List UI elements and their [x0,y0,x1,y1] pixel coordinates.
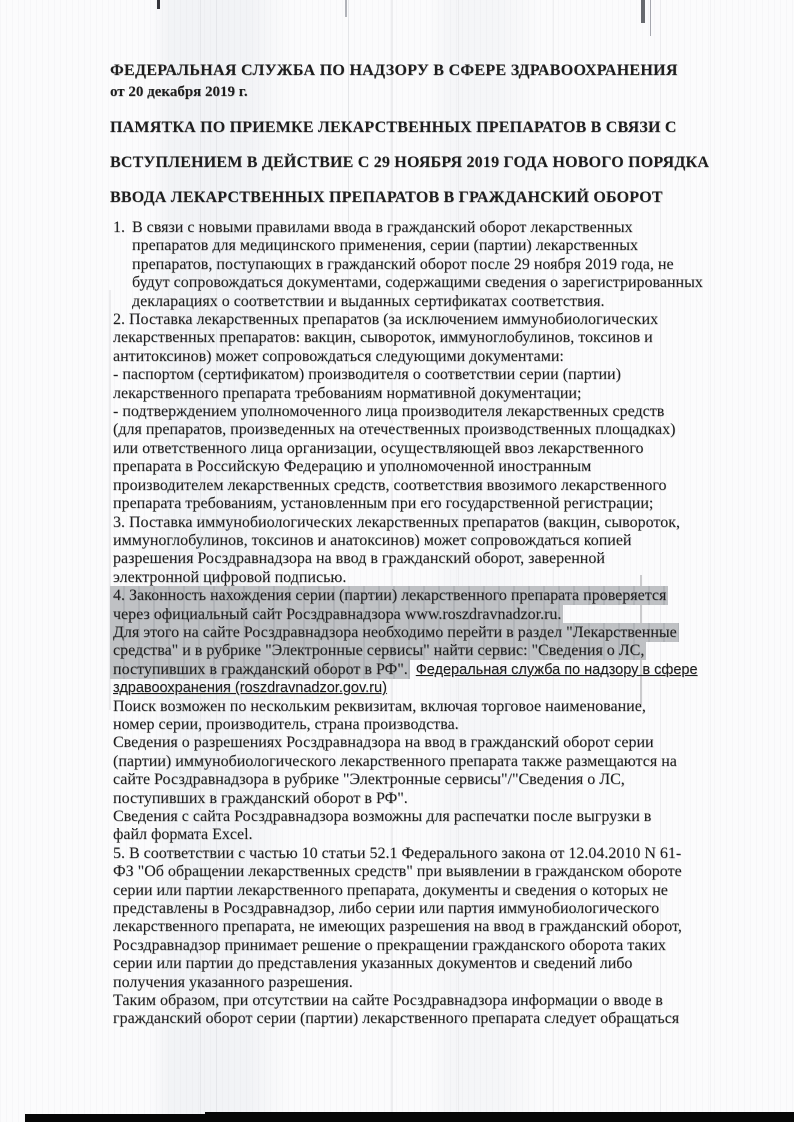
body-line [113,550,783,568]
scan-artifact [641,0,645,23]
body-line [132,293,783,311]
text-run: или ответственного лица организации, осуществляющей ввоз лекарственного [113,439,644,457]
body-line [132,256,783,274]
body-line [113,569,783,587]
body-line [113,716,783,734]
text-run: номер серии, производитель, страна производства. [113,715,459,733]
body-line [113,1010,783,1028]
body-line [113,624,783,642]
text-run: представлены в Росздравнадзор, либо серии или партия иммунобиологического [113,900,660,918]
body-line [113,219,783,237]
doc-title-line-3: ВВОДА ЛЕКАРСТВЕННЫХ ПРЕПАРАТОВ В ГРАЖДАНСКИЙ ОБОРОТ [110,189,663,206]
body-line [113,918,783,936]
text-run: В связи с новыми правилами ввода в гражданский оборот лекарственных [132,219,633,236]
body-line [113,863,783,881]
text-run: Сведения о разрешениях Росздравнадзора на ввод в гражданский оборот серии [113,734,654,752]
body-line [132,237,783,255]
body-line [113,661,783,679]
body-line [113,329,783,347]
text-run: Сведения с сайта Росздравнадзора возможны для распечатки после выгрузки в [113,808,652,825]
body-line [113,532,783,550]
highlighted-text: средства" и в рубрике "Электронные сервисы" найти сервис: "Сведения о ЛС, [110,641,646,660]
doc-date: от 20 декабря 2019 г. [110,84,248,100]
text-run: гражданский оборот серии (партии) лекарственного препарата следует обращаться [113,1010,680,1028]
text-run: лекарственных препаратов: вакцин, сывороток, иммуноглобулинов, токсинов и [113,329,653,347]
text-run: иммуноглобулинов, токсинов и анатоксинов) может сопровождаться копией [113,531,632,549]
text-run: файл формата Excel. [113,826,253,844]
body-line [113,385,783,403]
body-line [113,366,783,384]
list-number: 1. [113,219,125,236]
text-run: производителем лекарственных средств, соответствия ввозимого лекарственного [113,476,667,494]
body-line [113,974,783,992]
body-line [113,477,783,495]
text-run: серии или партии лекарственного препарата, документы и сведения о которых не [113,881,668,899]
text-run: серии или партии до представления указанных документов и сведений либо [113,955,633,973]
text-run: препарата в Российскую Федерацию и уполномоченной иностранным [113,458,592,476]
text-run: лекарственного препарата требованиям нормативной документации; [113,384,582,402]
highlighted-text: поступивших в гражданский оборот в РФ". [110,660,410,679]
text-run: (для препаратов, произведенных на отечественных производственных площадках) [113,421,676,439]
body-line [113,606,783,624]
body-line [113,845,783,863]
highlighted-text: 4. Законность нахождения серии (партии) лекарственного препарата проверяется [110,586,668,605]
text-run: поступивших в гражданский оборот в РФ". [113,789,408,807]
body-line [113,790,783,808]
body-line [113,808,783,826]
org-name: ФЕДЕРАЛЬНАЯ СЛУЖБА ПО НАДЗОРУ В СФЕРЕ ЗДРАВООХРАНЕНИЯ [110,62,678,79]
doc-title-line-1: ПАМЯТКА ПО ПРИЕМКЕ ЛЕКАРСТВЕННЫХ ПРЕПАРАТОВ В СВЯЗИ С [110,119,677,136]
scan-artifact [157,0,160,9]
text-run: лекарственного препарата, не имеющих разрешения на ввод в гражданский оборот, [113,918,682,936]
body-line [113,421,783,439]
body-line [113,826,783,844]
body-line [113,440,783,458]
scan-edge-bar [25,1114,794,1122]
body-line [113,753,783,771]
scan-artifact [345,0,347,17]
text-run: Росздравнадзор принимает решение о прекращении гражданского оборота таких [113,936,666,954]
doc-title-line-2: ВСТУПЛЕНИЕМ В ДЕЙСТВИЕ С 29 НОЯБРЯ 2019 ГОДА НОВОГО ПОРЯДКА [110,154,710,171]
text-run: (партии) иммунобиологического лекарственного препарата также размещаются на [113,752,677,770]
text-run: Поиск возможен по нескольким реквизитам, включая торговое наименование, [113,697,646,715]
body-line [113,698,783,716]
text-run: сайте Росздравнадзора в рубрике "Электронные сервисы"/"Сведения о ЛС, [113,771,625,789]
roszdravnadzor-link[interactable]: Федеральная служба по надзору в сфере [415,661,698,678]
body-line [113,311,783,329]
scan-artifact [650,0,651,36]
text-run: 5. В соответствии с частью 10 статьи 52.1 Федерального закона от 12.04.2010 N 61- [113,844,682,862]
body-line [113,348,783,366]
text-run: будут сопровождаться документами, содержащими сведения о зарегистрированных [132,274,703,292]
body-line [113,514,783,532]
text-run: препарата требованиям, установленным при его государственной регистрации; [113,495,654,513]
body-line [113,679,783,697]
text-run: - подтверждением уполномоченного лица производителя лекарственных средств [113,403,665,421]
body-line [113,458,783,476]
body-line [132,274,783,292]
body-line [113,495,783,513]
document-body [113,219,783,1029]
text-run: Таким образом, при отсутствии на сайте Росздравнадзора информации о вводе в [113,992,663,1010]
body-line [113,403,783,421]
text-run: декларациях о соответствии и выданных сертификатах соответствия. [132,292,605,310]
body-line [113,900,783,918]
body-line [113,587,783,605]
text-run: - паспортом (сертификатом) производителя о соответствии серии (партии) [113,366,621,384]
text-run: разрешения Росздравнадзора на ввод в гражданский оборот, заверенной [113,550,605,568]
body-line [113,642,783,660]
text-run: препаратов, поступающих в гражданский оборот после 29 ноября 2019 года, не [132,255,674,273]
body-line [113,937,783,955]
body-line [113,771,783,789]
text-run: получения указанного разрешения. [113,973,353,991]
roszdravnadzor-link[interactable]: здравоохранения (roszdravnadzor.gov.ru) [113,680,387,697]
highlighted-text: через официальный сайт Росздравнадзора www.roszdravnadzor.ru. [110,605,563,624]
text-run: 3. Поставка иммунобиологических лекарственных препаратов (вакцин, сывороток, [113,513,680,531]
text-run: антитоксинов) может сопровождаться следующими документами: [113,347,564,365]
text-run: электронной цифровой подписью. [113,568,347,586]
text-run: препаратов для медицинского применения, серии (партии) лекарственных [132,237,638,255]
highlighted-text: Для этого на сайте Росздравнадзора необходимо перейти в раздел "Лекарственные [110,623,679,642]
text-run: 2. Поставка лекарственных препаратов (за исключением иммунобиологических [113,311,659,329]
body-line [113,955,783,973]
body-line [113,734,783,752]
text-run: ФЗ "Об обращении лекарственных средств" при выявлении в гражданском обороте [113,863,682,881]
body-line [113,992,783,1010]
body-line [113,882,783,900]
